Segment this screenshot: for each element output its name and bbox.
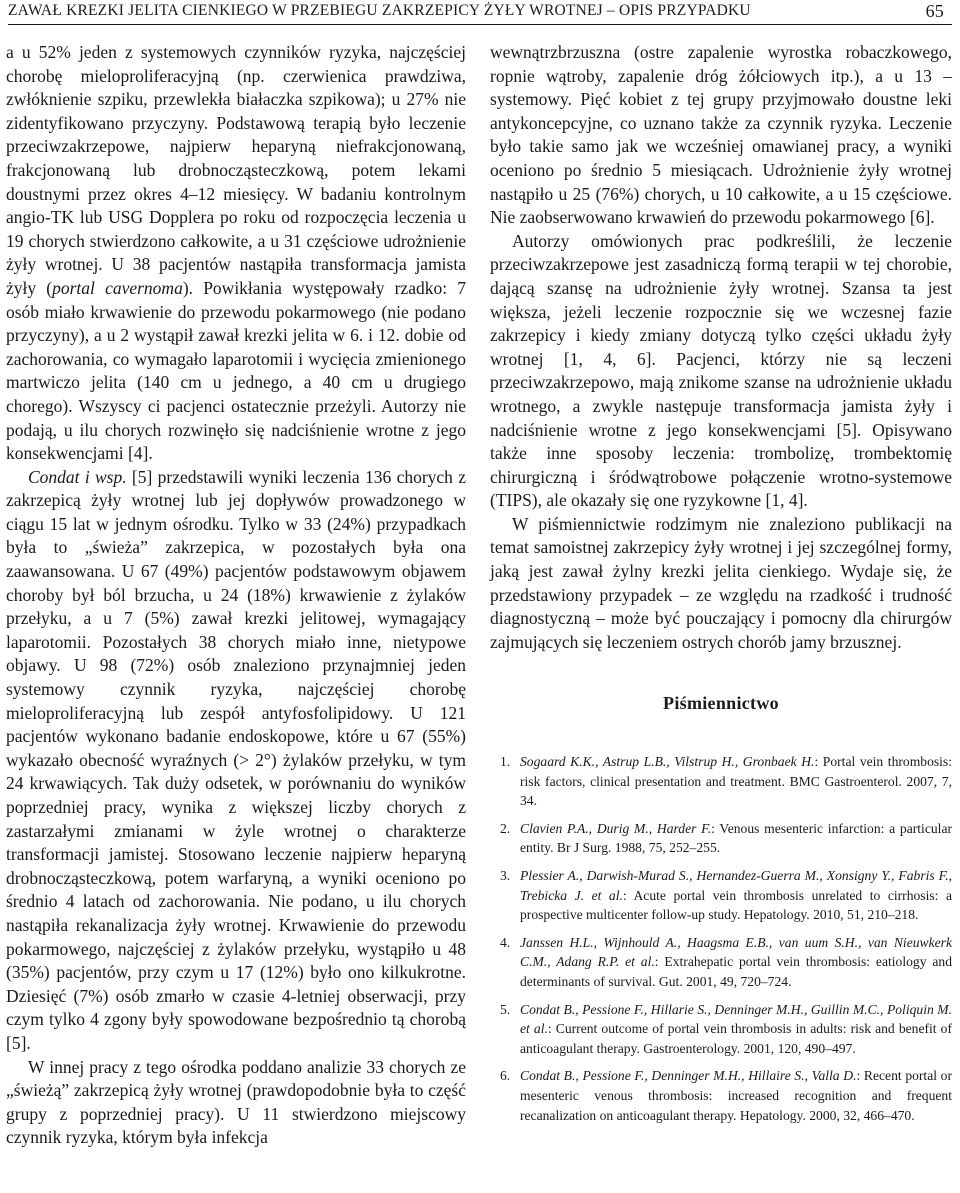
reference-item (490, 933, 952, 992)
reference-item (490, 1000, 952, 1059)
running-header-title: ZAWAŁ KREZKI JELITA CIENKIEGO W PRZEBIEGU ZAKRZEPICY ŻYŁY WROTNEJ – OPIS PRZYPADKU (8, 2, 751, 19)
reference-number: 6. (500, 1068, 511, 1084)
reference-authors: Janssen H.L., Wijnhould A., Haagsma E.B., van uum S.H., van Nieuwkerk C.M., Adang R.P. et al. (520, 934, 952, 970)
reference-text: : Venous mesenteric infarction: a particular entity. Br J Surg. 1988, 75, 252–255. (520, 820, 953, 856)
reference-authors: Sogaard K.K., Astrup L.B., Vilstrup H., Gronbaek H. (520, 754, 815, 770)
right-column (490, 41, 952, 1133)
reference-authors: Plessier A., Darwish-Murad S., Hernandez-Guerra M., Xonsigny Y., Fabris F., Trebicka J. et al. (520, 868, 952, 903)
paragraph (6, 466, 466, 1056)
reference-item (490, 752, 952, 811)
reference-text: : Extrahepatic portal vein thrombosis: eatiology and determinants of survival. Gut. 2001, 49, 720–724. (520, 954, 952, 989)
reference-number: 3. (500, 868, 511, 883)
references-list (490, 752, 952, 1125)
reference-number: 4. (500, 934, 511, 950)
reference-text: : Recent portal or mesenteric venous thrombosis: increased recognition and frequent recanalization on anticoagulant therapy. Hepatology. 2000, 32, 466–470. (520, 1068, 953, 1123)
reference-authors: Condat B., Pessione F., Denninger M.H., Hillaire S., Valla D. (520, 1068, 857, 1084)
cited-authors: Condat i wsp. (28, 466, 127, 487)
running-header (8, 0, 952, 25)
paragraph-text: a u 52% jeden z systemowych czynników ryzyka, najczęściej chorobę mieloproliferacyjną (np. czerwienica prawdziwa, zwłóknienie szpiku, przewlekła białaczka szpikowa); u 27% nie zidentyfikowano przyczyny. Podstawową terapią było leczenie przeciwzakrzepowe, najpierw heparyną niefrakcjonowaną, frakcjonowaną lub drobnocząsteczkową, potem lekami doustnymi przez okres 4–12 miesięcy. W badaniu kontrolnym angio-TK lub USG Dopplera po roku od rozpoczęcia leczenia u 19 chorych stwierdzono całkowite, a u 31 częściowe udrożnienie żyły wrotnej. U 38 pacjentów nastąpiła transformacja jamista żyły ( (6, 42, 466, 298)
page-number: 65 (925, 1, 944, 21)
reference-number: 2. (500, 820, 511, 836)
reference-number: 5. (500, 1001, 511, 1017)
reference-text: : Portal vein thrombosis: risk factors, clinical presentation and treatment. BMC Gastroenterol. 2007, 7, 34. (520, 754, 952, 809)
reference-number: 1. (500, 754, 511, 770)
reference-item (490, 866, 952, 925)
reference-authors: Clavien P.A., Durig M., Harder F. (520, 820, 712, 836)
paragraph-text: ). Powikłania występowały rzadko: 7 osób miało krwawienie do przewodu pokarmowego (nie podano przyczyny), a u 2 wystąpił zawał krezki jelita w 6. i 12. dobie od zachorowania, co wymagało laparotomii i wycięcia zmienionego martwiczo jelita (140 cm u jednego, a 40 cm u drugiego chorego). Wszyscy ci pacjenci ostatecznie przeżyli. Autorzy nie podają, u ilu chorych rozwinęło się nadciśnienie wrotne z jego konsekwencjami [4]. (6, 277, 466, 464)
reference-text: : Acute portal vein thrombosis unrelated to cirrhosis: a prospective multicenter follow-up study. Hepatology. 2010, 51, 210–218. (520, 887, 952, 923)
references-title: Piśmiennictwo (663, 693, 779, 714)
paragraph: W piśmiennictwie rodzimym nie znaleziono publikacji na temat samoistnej zakrzepicy żyły wrotnej i jej szczególnej formy, jaką jest zawał żylny krezki jelita cienkiego. Wydaje się, że przedstawiony przypadek – ze względu na rzadkość i trudność diagnostyczną – może być pouczający i pomocny dla chirurgów zajmujących się leczeniem ostrych chorób jamy brzusznej. (490, 513, 952, 652)
paragraph (6, 41, 466, 466)
reference-item (490, 1066, 952, 1125)
paragraph-text: [5] przedstawili wyniki leczenia 136 chorych z zakrzepicą żyły wrotnej lub jej dopływów prowadzonego w ciągu 15 lat w jednym ośrodku. Tylko w 33 (24%) przypadkach była to „świeża” zakrzepica, w pozostałych była ona zaawansowana. U 67 (49%) pacjentów podstawowym objawem choroby był ból brzucha, u 24 (18%) krwawienie z żylaków przełyku, a u 7 (5%) zawał krezki jelitowej, wymagający laparotomii. Pozostałych 38 chorych miało inne, nietypowe objawy. U 98 (72%) osób znaleziono przynajmniej jeden systemowy czynnik ryzyka, najczęściej chorobę mieloproliferacyjną lub zespół antyfosfolipidowy. U 121 pacjentów wykonano badanie endoskopowe, które u 67 (55%) wykazało obecność wyraźnych (> 2°) żylaków przełyku, w tym 24 krwawiących. Tak duży odsetek, w porównaniu do wyników poprzedniej pracy, wynika z większej liczby chorych z zastarzałymi zmianami w żyle wrotnej o charakterze transformacji jamistej. Stosowano leczenie najpierw heparyną drobnocząsteczkową, potem warfaryną, a wyniki oceniono po średnio 4 latach od zachorowania. Nie podano, u ilu chorych nastąpiła rekanalizacja żyły wrotnej. Krwawienie do przewodu pokarmowego, najczęściej z żylaków przełyku, wystąpiło u 48 (35%) pacjentów, przy czym u 17 (12%) było ono kilkukrotne. Dziesięć (7%) osób zmarło w czasie 4-letniej obserwacji, przy czym tylko 4 zgony były spowodowane bezpośrednio tą chorobą [5]. (6, 466, 466, 1053)
left-column (6, 41, 466, 1150)
reference-item (490, 819, 952, 858)
reference-authors: Condat B., Pessione F., Hillarie S., Denninger M.H., Guillin M.C., Poliquin M. et al. (520, 1001, 952, 1037)
paragraph: wewnątrzbrzuszna (ostre zapalenie wyrostka robaczkowego, ropnie wątroby, zapalenie dróg żółciowych itp.), a u 13 – systemowy. Pięć kobiet z tej grupy przyjmowało doustne leki antykoncepcyjne, co uznano także za czynnik ryzyka. Leczenie było takie samo jak we wcześniej omawianej pracy, a wyniki oceniono po średnio 5 miesiącach. Udrożnienie żyły wrotnej nastąpiło u 25 (76%) chorych, u 10 całkowite, a u 15 częściowe. Nie zaobserwowano krwawień do przewodu pokarmowego [6]. (490, 42, 952, 228)
paragraph: W innej pracy z tego ośrodka poddano analizie 33 chorych ze „świeżą” zakrzepicą żyły wrotnej (prawdopodobnie była to część grupy z poprzedniej pracy). U 11 stwierdzono miejscowy czynnik ryzyka, którym była infekcja (6, 1056, 466, 1148)
italic-term: portal cavernoma (52, 277, 183, 298)
reference-text: : Current outcome of portal vein thrombosis in adults: risk and benefit of anticoagulant therapy. Gastroenterology. 2001, 120, 490–497. (520, 1021, 952, 1056)
paragraph: Autorzy omówionych prac podkreślili, że leczenie przeciwzakrzepowe jest zasadniczą formą terapii w tej chorobie, dającą szansę na udrożnienie żyły wrotnej. Szansa ta jest większa, jeżeli leczenie rozpocznie się we wczesnej fazie zakrzepicy i kiedy zmiany dotyczą tylko części układu żyły wrotnej [1, 4, 6]. Pacjenci, którzy nie są leczeni przeciwzakrzepowo, mają znikome szanse na udrożnienie układu wrotnego, a zwykle następuje transformacja jamista żyły i nadciśnienie wrotne z jego konsekwencjami [5]. Opisywano także inne sposoby leczenia: trombolizę, trombektomię chirurgiczną i śródwątrobowe połączenie wrotno-systemowe (TIPS), ale okazały się one ryzykowne [1, 4]. (490, 230, 952, 511)
